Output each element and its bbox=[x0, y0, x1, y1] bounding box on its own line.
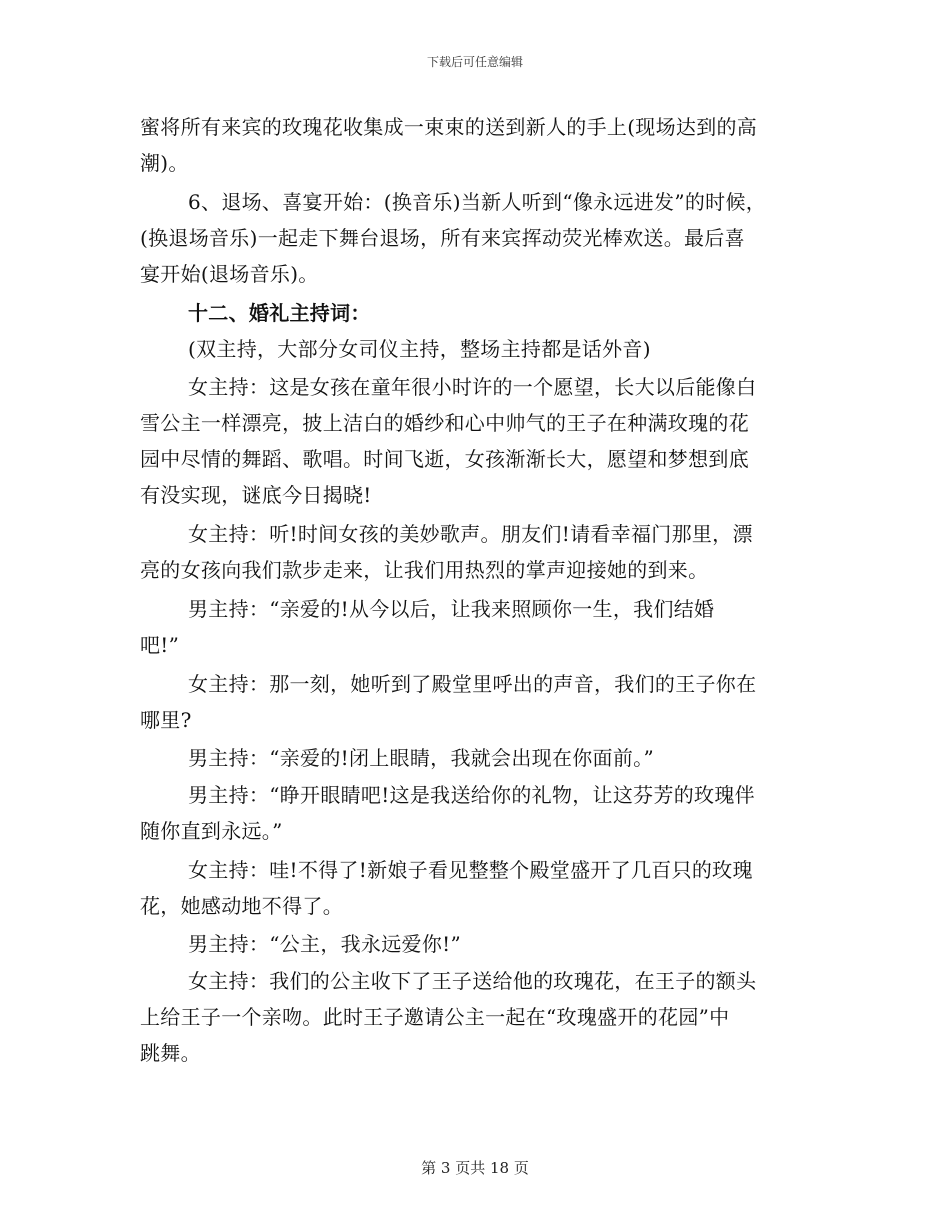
body-line: 男主持：“亲爱的!闭上眼睛，我就会出现在你面前。” bbox=[188, 746, 654, 770]
body-line: 女主持：我们的公主收下了王子送给他的玫瑰花，在王子的额头 bbox=[188, 969, 757, 993]
body-line: 随你直到永远。” bbox=[140, 819, 283, 843]
body-line: 雪公主一样漂亮，披上洁白的婚纱和心中帅气的王子在种满玫瑰的花 bbox=[140, 411, 749, 435]
body-line: 哪里? bbox=[140, 708, 192, 732]
body-line: 男主持：“睁开眼睛吧!这是我送给你的礼物，让这芬芳的玫瑰伴 bbox=[188, 783, 755, 807]
page-number: 第 3 页共 18 页 bbox=[421, 1159, 529, 1177]
body-line: 亮的女孩向我们款步走来，让我们用热烈的掌声迎接她的到来。 bbox=[140, 558, 709, 582]
body-line: 女主持：那一刻，她听到了殿堂里呼出的声音，我们的王子你在 bbox=[188, 672, 757, 696]
body-line: 女主持：听!时间女孩的美妙歌声。朋友们!请看幸福门那里，漂 bbox=[188, 522, 753, 546]
body-line: 6、退场、喜宴开始：(换音乐)当新人听到“像永远进发”的时候， bbox=[188, 190, 767, 214]
body-line: 潮)。 bbox=[140, 151, 189, 175]
body-line: (换退场音乐)一起走下舞台退场，所有来宾挥动荧光棒欢送。最后喜 bbox=[140, 226, 745, 250]
body-line: 女主持：这是女孩在童年很小时许的一个愿望，长大以后能像白 bbox=[188, 375, 757, 399]
body-line: 宴开始(退场音乐)。 bbox=[140, 262, 319, 286]
body-line: 男主持：“亲爱的!从今以后，让我来照顾你一生，我们结婚 bbox=[188, 597, 715, 621]
body-line: 园中尽情的舞蹈、歌唱。时间飞逝，女孩渐渐长大，愿望和梦想到底 bbox=[140, 447, 749, 471]
body-line: 女主持：哇!不得了!新娘子看见整整个殿堂盛开了几百只的玫瑰 bbox=[188, 858, 753, 882]
body-line: 上给王子一个亲吻。此时王子邀请公主一起在“玫瑰盛开的花园”中 bbox=[140, 1005, 730, 1029]
body-line: 有没实现，谜底今日揭晓! bbox=[140, 483, 372, 507]
body-line: (双主持，大部分女司仪主持，整场主持都是话外音) bbox=[188, 337, 651, 361]
page-header: 下载后可任意编辑 bbox=[426, 55, 523, 69]
section-heading: 十二、婚礼主持词： bbox=[188, 301, 371, 325]
body-line: 吧!” bbox=[140, 633, 180, 657]
body-line: 蜜将所有来宾的玫瑰花收集成一束束的送到新人的手上(现场达到的高 bbox=[140, 115, 758, 139]
body-line: 花，她感动地不得了。 bbox=[140, 894, 343, 918]
body-line: 跳舞。 bbox=[140, 1041, 201, 1065]
body-line: 男主持：“公主，我永远爱你!” bbox=[188, 932, 461, 956]
